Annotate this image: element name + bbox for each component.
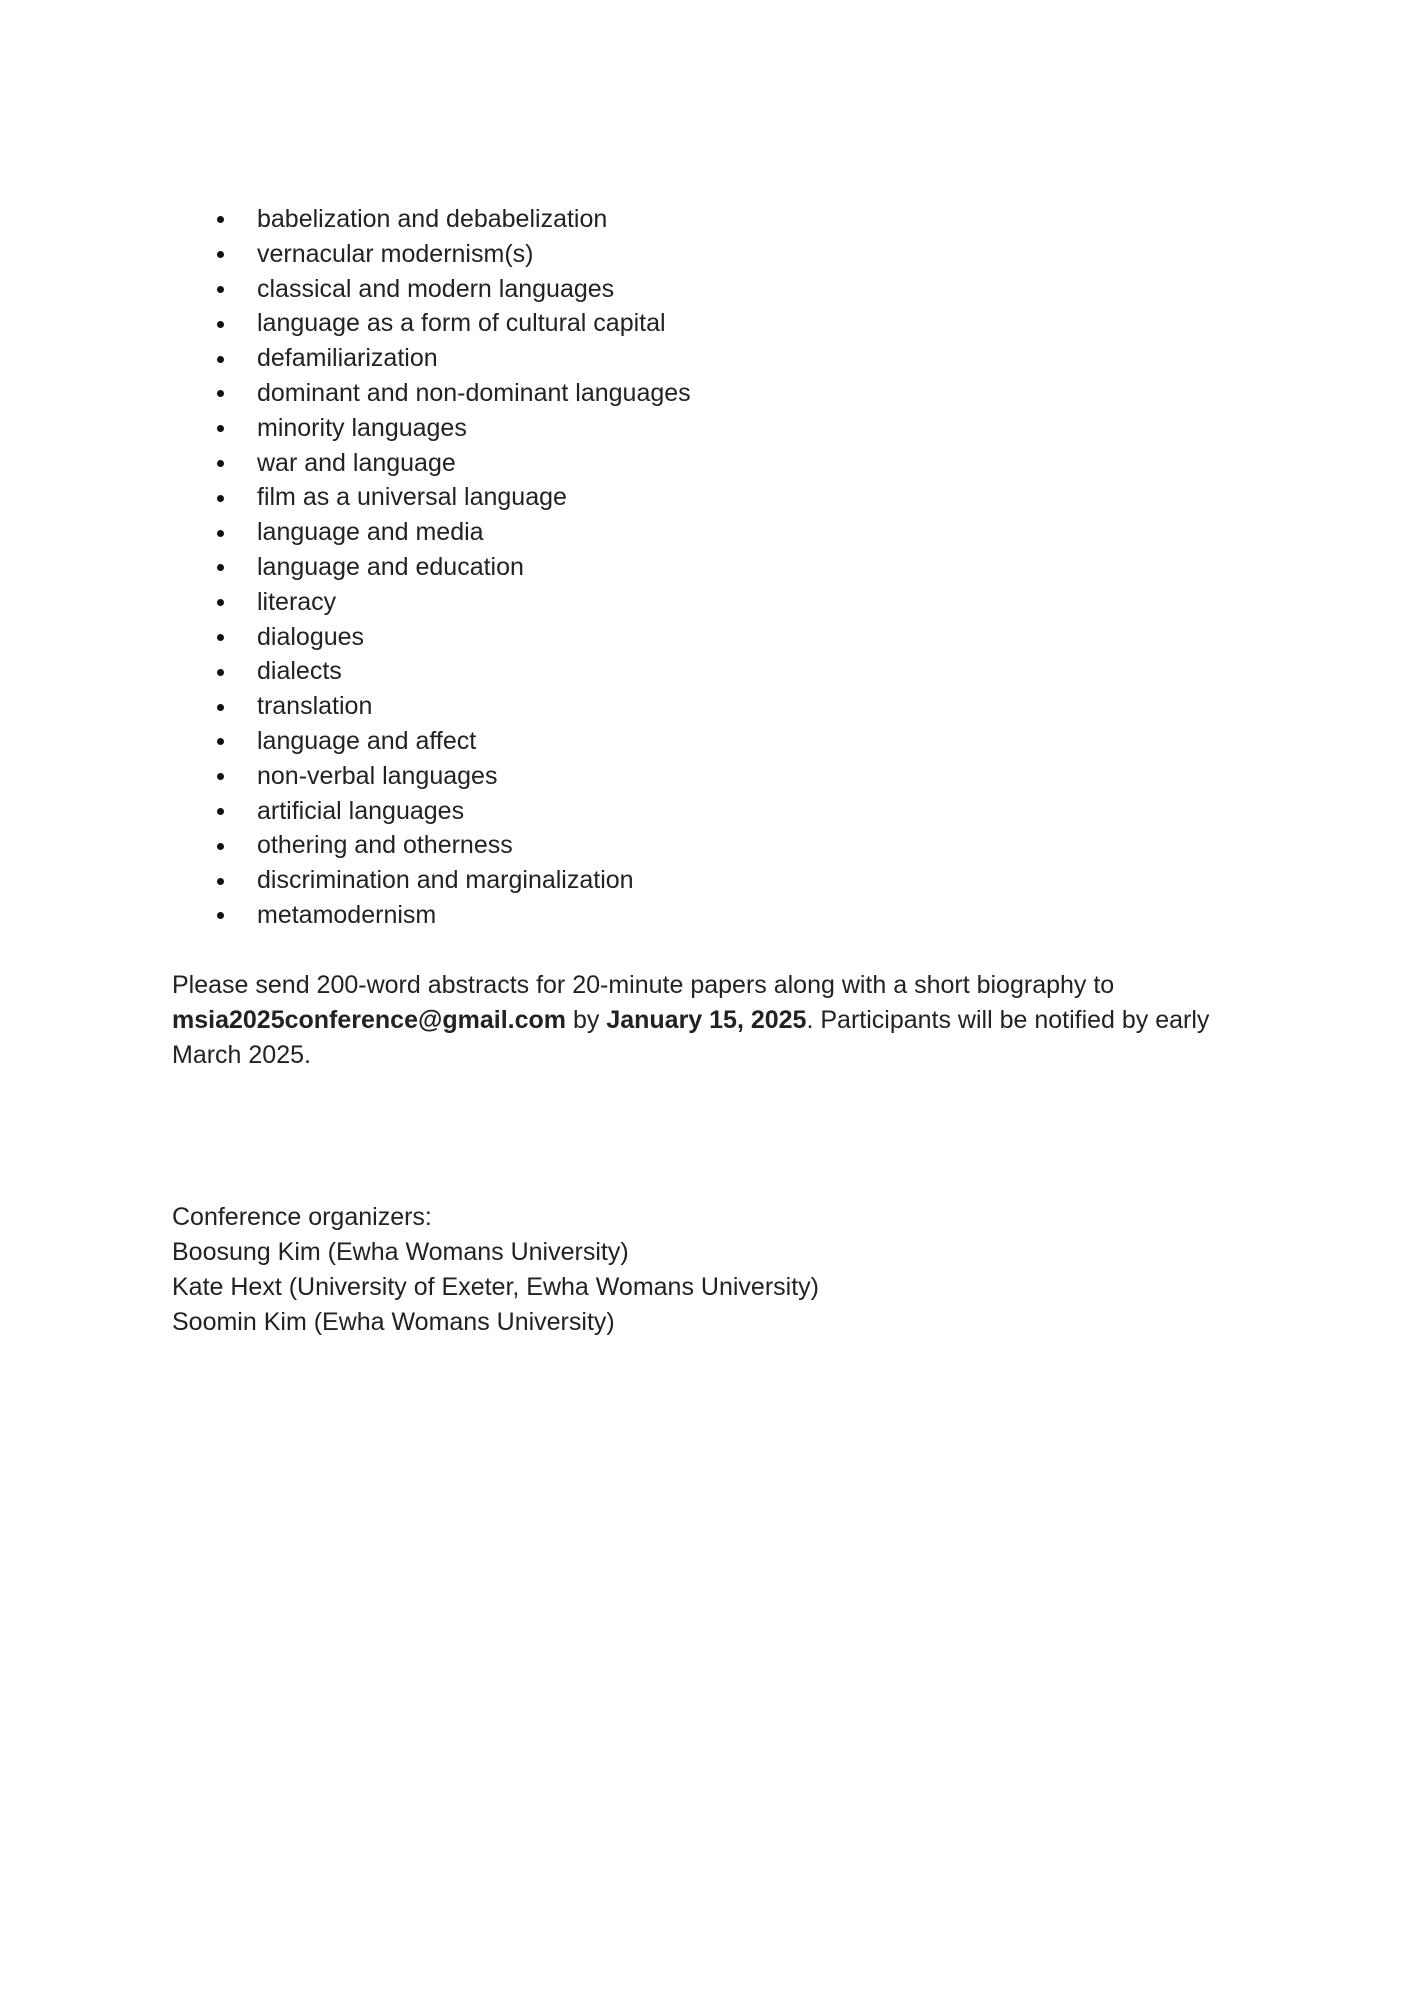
organizer-entry: Boosung Kim (Ewha Womans University)	[172, 1238, 629, 1266]
topic-text: dialects	[257, 657, 342, 686]
bullet-icon	[217, 912, 224, 919]
submission-deadline: January 15, 2025	[606, 1006, 807, 1034]
list-item	[207, 689, 691, 724]
topic-text: classical and modern languages	[257, 274, 615, 303]
list-item	[207, 376, 691, 411]
list-item	[207, 724, 691, 759]
bullet-icon	[217, 773, 224, 780]
list-item	[207, 411, 691, 446]
list-item	[207, 202, 691, 237]
topic-text: vernacular modernism(s)	[257, 239, 534, 268]
topic-text: film as a universal language	[257, 483, 567, 512]
topic-text: minority languages	[257, 413, 467, 442]
topic-text: othering and otherness	[257, 831, 513, 860]
bullet-icon	[217, 878, 224, 885]
organizers-block	[172, 1200, 819, 1340]
topic-text: non-verbal languages	[257, 761, 498, 790]
topic-list	[207, 202, 691, 933]
submission-by: by	[566, 1006, 607, 1034]
bullet-icon	[217, 251, 224, 258]
bullet-icon	[217, 808, 224, 815]
submission-email: msia2025conference@gmail.com	[172, 1006, 567, 1034]
organizer-entry: Soomin Kim (Ewha Womans University)	[172, 1308, 615, 1336]
topic-text: language and education	[257, 552, 524, 581]
list-item	[207, 654, 691, 689]
topic-text: translation	[257, 692, 373, 721]
topic-text: literacy	[257, 587, 337, 616]
topic-text: babelization and debabelization	[257, 205, 608, 233]
bullet-icon	[217, 530, 224, 537]
organizers-heading: Conference organizers:	[172, 1203, 432, 1231]
list-item	[207, 515, 691, 550]
list-item	[207, 550, 691, 585]
topic-text: language and media	[257, 518, 484, 547]
list-item	[207, 341, 691, 376]
list-item	[207, 863, 691, 898]
topic-text: dominant and non-dominant languages	[257, 378, 691, 407]
list-item	[207, 828, 691, 863]
list-item	[207, 585, 691, 620]
submission-intro: Please send 200-word abstracts for 20-minute papers along with a short biography to	[172, 971, 1115, 999]
bullet-icon	[217, 286, 224, 293]
topic-text: metamodernism	[257, 900, 437, 929]
list-item	[207, 272, 691, 307]
list-item	[207, 306, 691, 341]
list-item	[207, 898, 691, 933]
list-item	[207, 480, 691, 515]
list-item	[207, 620, 691, 655]
bullet-icon	[217, 704, 224, 711]
bullet-icon	[217, 356, 224, 363]
submission-paragraph	[172, 968, 1252, 1073]
list-item	[207, 759, 691, 794]
topic-text: war and language	[257, 448, 456, 477]
bullet-icon	[217, 669, 224, 676]
topic-text: discrimination and marginalization	[257, 866, 634, 895]
bullet-icon	[217, 564, 224, 571]
topic-text: artificial languages	[257, 796, 465, 825]
list-item	[207, 794, 691, 829]
bullet-icon	[217, 634, 224, 641]
bullet-icon	[217, 321, 224, 328]
bullet-icon	[217, 738, 224, 745]
bullet-icon	[217, 460, 224, 467]
bullet-icon	[217, 390, 224, 397]
bullet-icon	[217, 599, 224, 606]
submission-notice: . Participants will be notified by early March 2025.	[172, 1006, 1210, 1069]
bullet-icon	[217, 425, 224, 432]
topic-text: language as a form of cultural capital	[257, 309, 666, 338]
topic-text: defamiliarization	[257, 344, 438, 373]
topic-text: language and affect	[257, 726, 477, 755]
list-item	[207, 446, 691, 481]
organizer-entry: Kate Hext (University of Exeter, Ewha Womans University)	[172, 1273, 819, 1301]
bullet-icon	[217, 843, 224, 850]
list-item	[207, 237, 691, 272]
topic-text: dialogues	[257, 622, 365, 651]
bullet-icon	[217, 495, 224, 502]
bullet-icon	[217, 216, 224, 223]
